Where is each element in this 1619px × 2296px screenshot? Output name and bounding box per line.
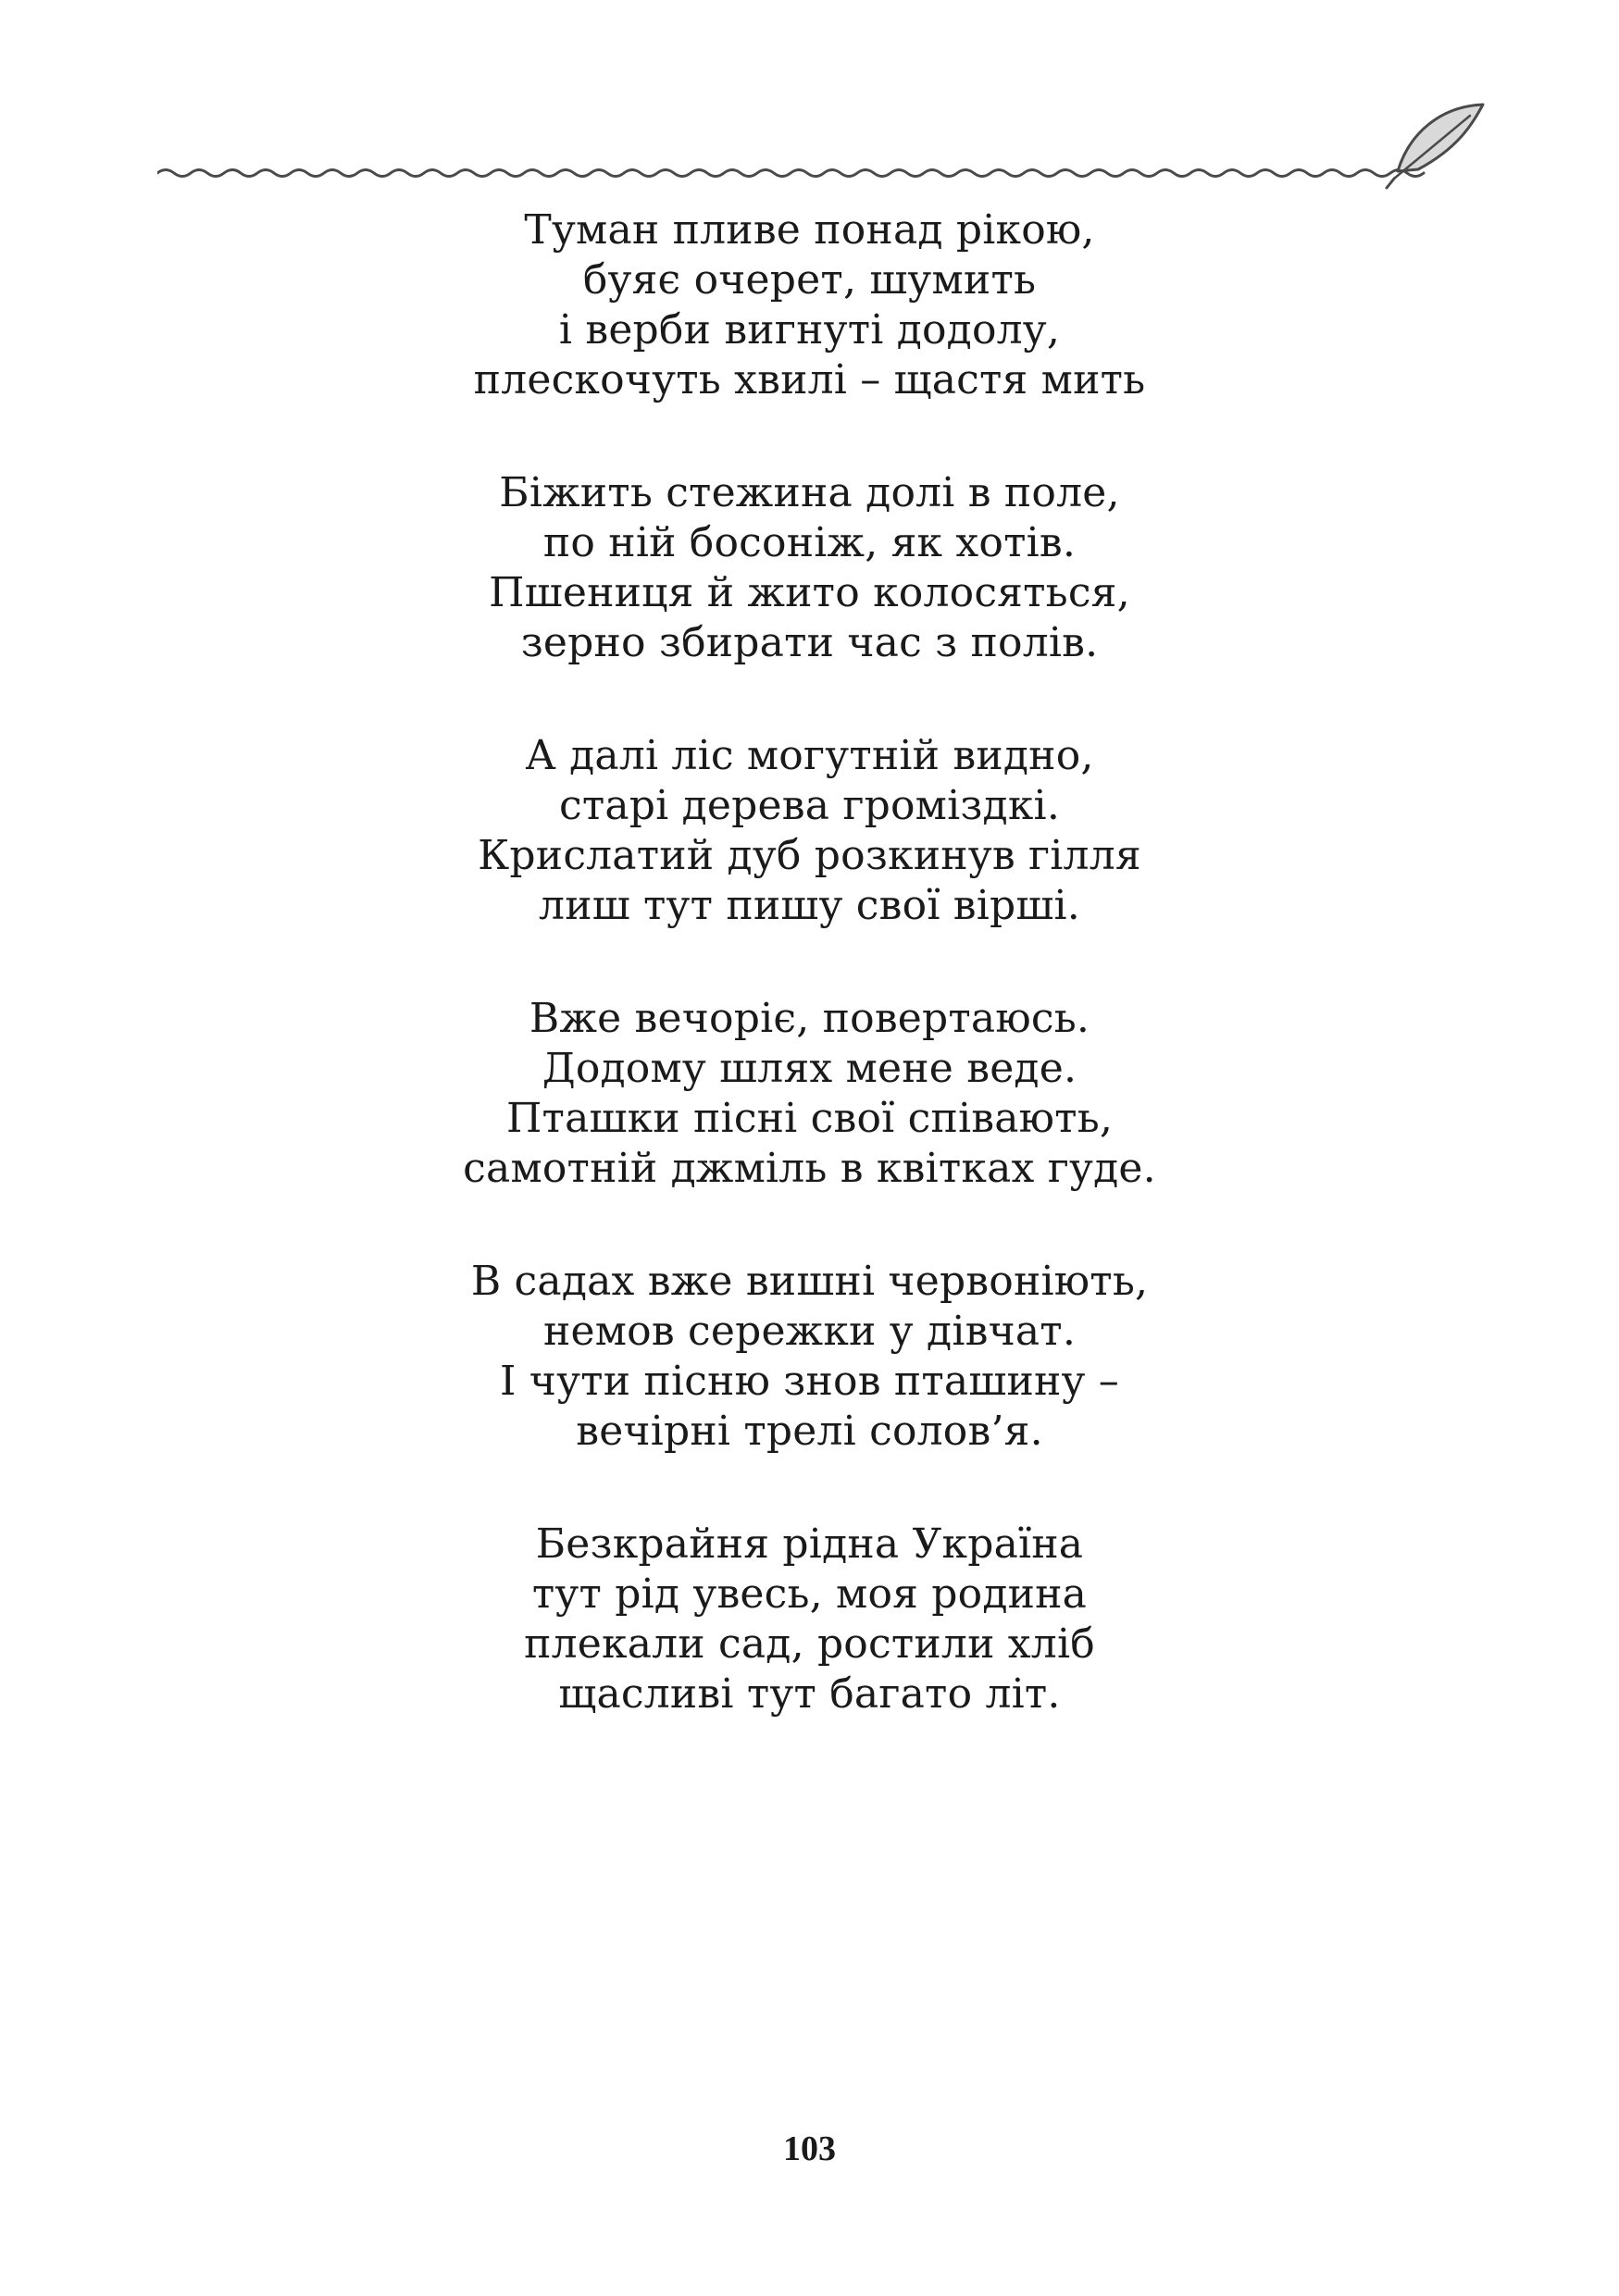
header-ornament <box>157 97 1490 199</box>
stanza-6 <box>0 1520 1619 1719</box>
poem-line: В садах вже вишні червоніють, <box>470 1258 1149 1305</box>
stanza-3 <box>0 731 1619 931</box>
poem-line: тут рід увесь, моя родина <box>531 1570 1088 1618</box>
poem-line: і верби вигнуті додолу, <box>558 306 1061 354</box>
poem <box>0 205 1619 1782</box>
stanza-4 <box>0 994 1619 1194</box>
poem-line: по ній босоніж, як хотів. <box>542 519 1077 566</box>
feather-quill-icon <box>1387 105 1483 188</box>
stanza-5 <box>0 1257 1619 1457</box>
page-number: 103 <box>783 2129 836 2168</box>
stanza-2 <box>0 468 1619 668</box>
poem-line: щасливі тут багато літ. <box>558 1670 1061 1718</box>
poem-line: Безкрайня рідна Україна <box>535 1520 1084 1568</box>
poem-line: плекали сад, ростили хліб <box>524 1620 1095 1668</box>
poem-line: вечірні трелі солов’я. <box>576 1408 1043 1455</box>
poem-line: самотній джміль в квітках гуде. <box>463 1145 1156 1192</box>
stanza-1 <box>0 205 1619 405</box>
poem-line: Вже вечоріє, повертаюсь. <box>529 995 1090 1042</box>
poem-line: буяє очерет, шумить <box>582 256 1037 304</box>
poem-line: плескочуть хвилі – щастя мить <box>473 356 1146 403</box>
wavy-line-decoration <box>157 170 1424 177</box>
poem-line: немов сережки у дівчат. <box>542 1308 1077 1355</box>
poem-line: Пшениця й жито колосяться, <box>489 569 1130 616</box>
poem-line: зерно збирати час з полів. <box>520 619 1099 666</box>
poem-line: І чути пісню знов пташину – <box>500 1358 1119 1405</box>
poem-line: лиш тут пишу свої вірші. <box>539 882 1080 929</box>
poem-line: Додому шлях мене веде. <box>542 1045 1077 1092</box>
poem-line: старі дерева громіздкі. <box>558 782 1061 829</box>
poem-line: Біжить стежина долі в поле, <box>499 469 1120 516</box>
poem-line: Туман пливе понад рікою, <box>524 206 1095 254</box>
poem-line: А далі ліс могутній видно, <box>525 732 1094 779</box>
poem-line: Крислатий дуб розкинув гілля <box>478 832 1141 879</box>
poem-line: Пташки пісні свої співають, <box>505 1095 1114 1142</box>
